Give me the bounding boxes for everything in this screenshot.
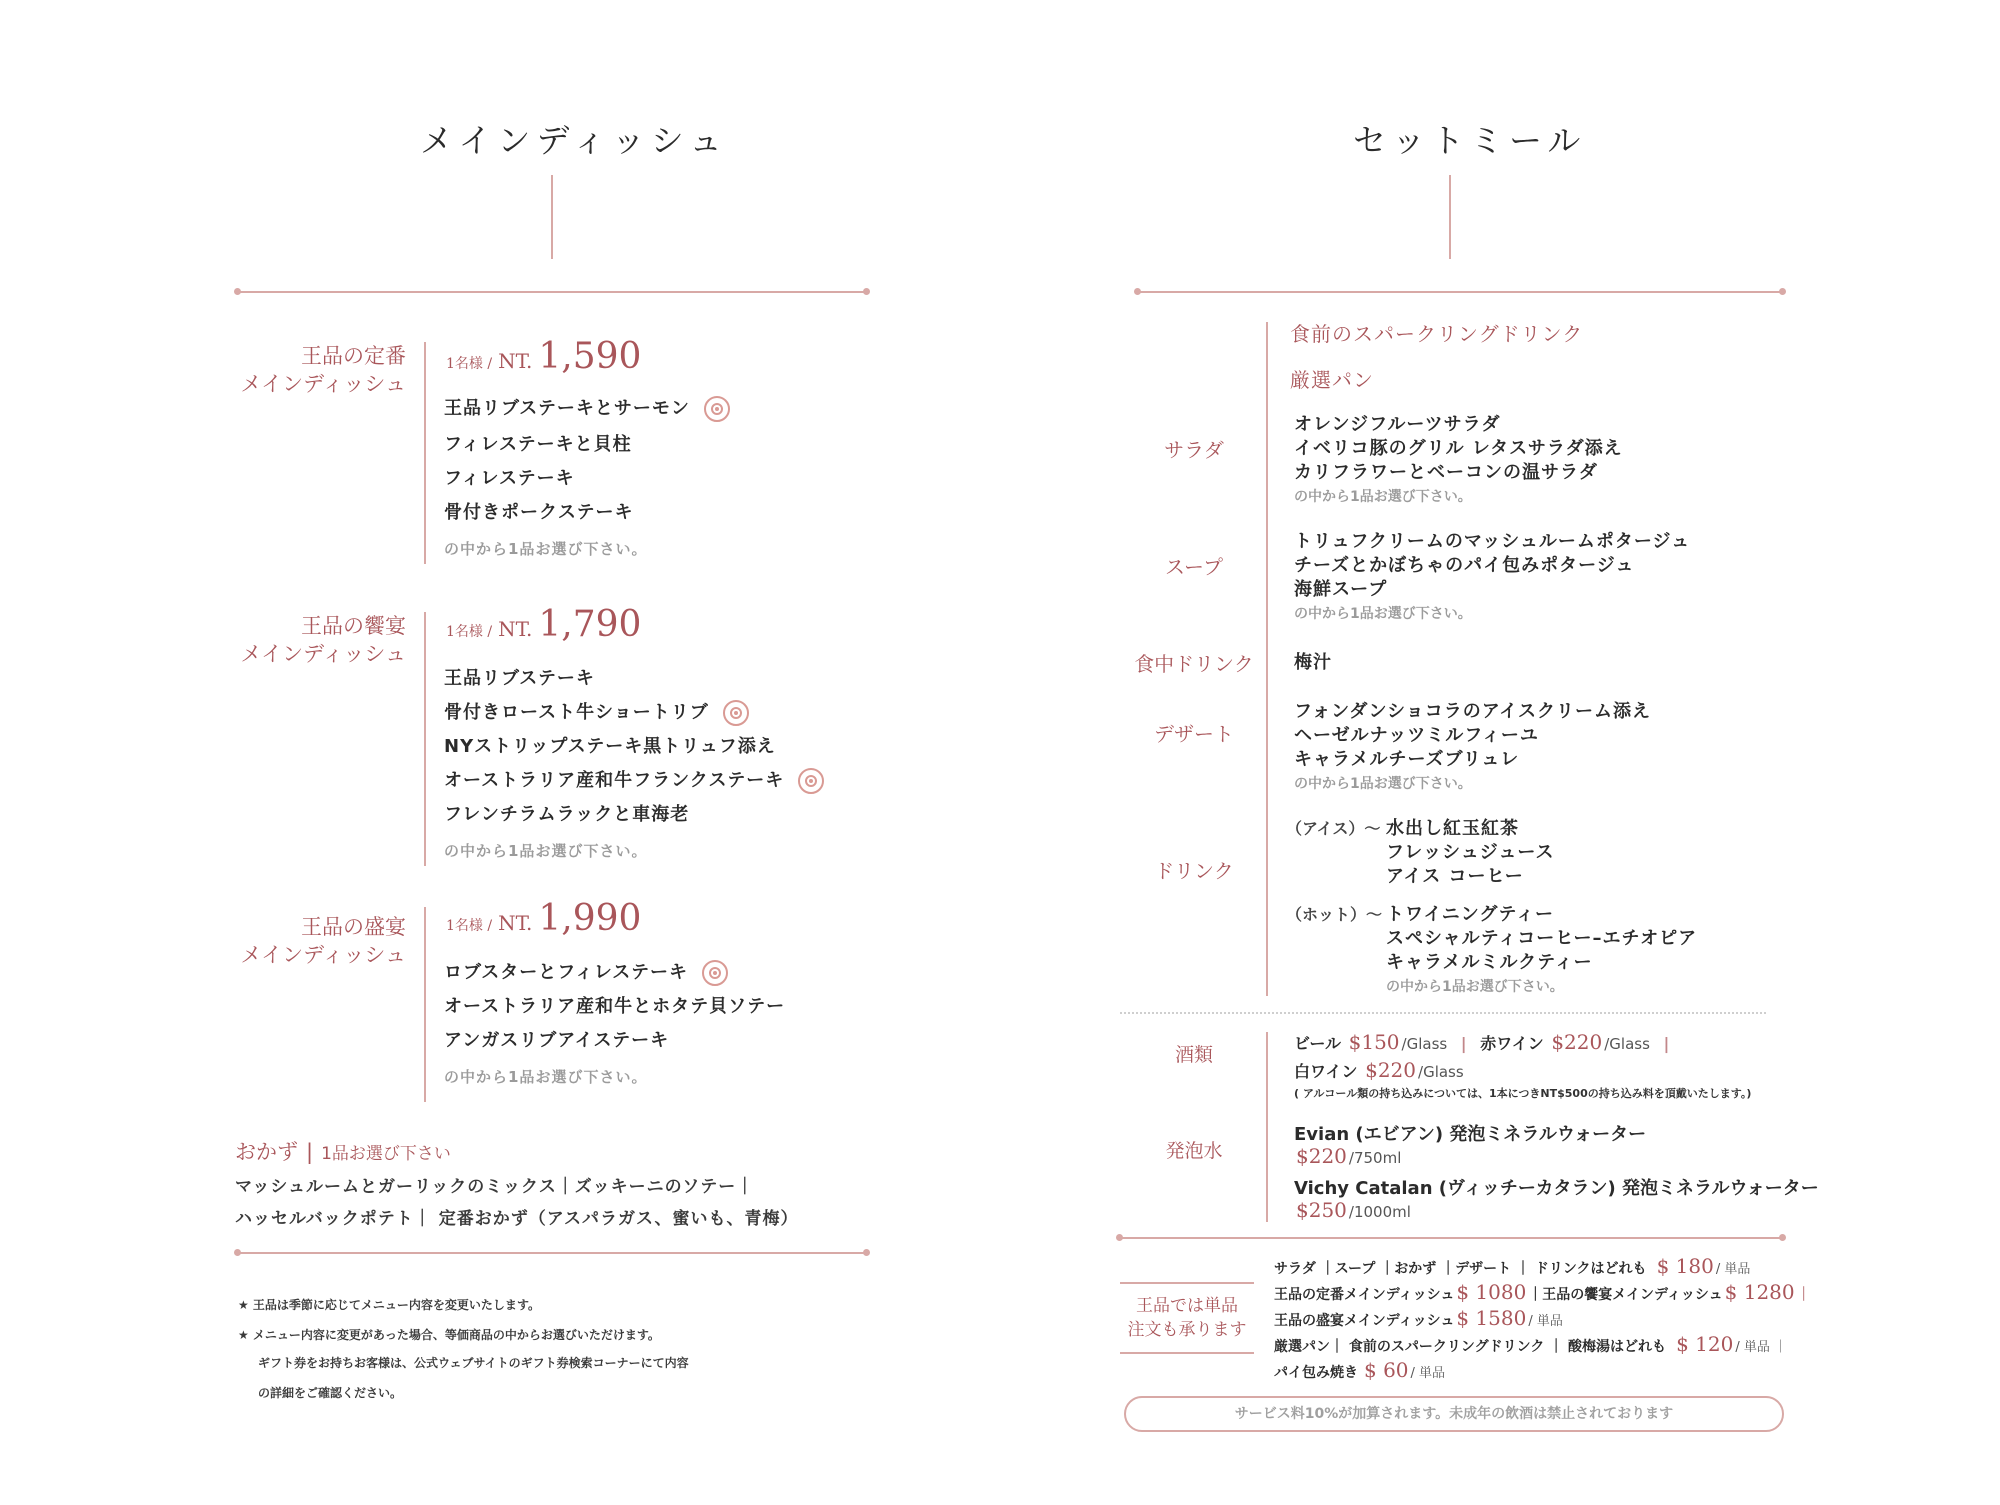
notice-1: ★ 王品は季節に応じてメニュー内容を変更いたします。 bbox=[238, 1298, 540, 1312]
drink-note: の中から1品お選び下さい。 bbox=[1386, 979, 1564, 995]
course-1-dish-3: フィレステーキ bbox=[444, 468, 575, 489]
ice-drink-1: 水出し紅玉紅茶 bbox=[1386, 818, 1519, 839]
course-3-dish-1: ロブスターとフィレステーキ bbox=[444, 958, 728, 986]
service-charge-note: サービス料10%が加算されます。未成年の飲酒は禁止されております bbox=[1124, 1396, 1784, 1432]
mid-drink-label: 食中ドリンク bbox=[1134, 652, 1254, 676]
ice-drink-3: アイス コーヒー bbox=[1386, 866, 1524, 887]
course-2-dish-3: NYストリップステーキ黒トリュフ添え bbox=[444, 736, 776, 757]
alcohol-line-2: 白ワイン $220 /Glass bbox=[1294, 1058, 1464, 1082]
dessert-item-1: フォンダンショコラのアイスクリーム添え bbox=[1294, 701, 1651, 722]
ice-drink-label: （アイス）～ bbox=[1286, 819, 1381, 838]
course-2-dish-4: オーストラリア産和牛フランクステーキ bbox=[444, 766, 824, 794]
corkage-note: ( アルコール類の持ち込みについては、1本につきNT$500の持ち込み料を頂戴いたします。) bbox=[1294, 1087, 1752, 1100]
course-2-note: の中から1品お選び下さい。 bbox=[444, 842, 648, 860]
hot-drink-2: スペシャルティコーヒー–エチオピア bbox=[1386, 928, 1698, 949]
rose-icon bbox=[704, 396, 730, 422]
course-1-price: 1名様 / NT. 1,590 bbox=[446, 336, 642, 377]
rose-icon bbox=[702, 960, 728, 986]
set-meal-title: セットミール bbox=[1353, 121, 1587, 160]
salad-note: の中から1品お選び下さい。 bbox=[1294, 489, 1472, 505]
hot-drink-label: （ホット）～ bbox=[1286, 905, 1383, 924]
salad-item-3: カリフラワーとベーコンの温サラダ bbox=[1294, 462, 1598, 483]
soup-note: の中から1品お選び下さい。 bbox=[1294, 606, 1472, 622]
dessert-item-3: キャラメルチーズブリュレ bbox=[1294, 749, 1520, 770]
section-rule-bottom-right bbox=[1120, 1237, 1782, 1239]
course-1-dish-1: 王品リブステーキとサーモン bbox=[444, 394, 730, 422]
aperitif: 食前のスパークリングドリンク bbox=[1290, 322, 1584, 346]
course-2-name: 王品の饗宴 メインディッシュ bbox=[240, 614, 406, 666]
rose-icon bbox=[798, 768, 824, 794]
course-3-price: 1名様 / NT. 1,990 bbox=[446, 898, 642, 939]
sides-line-2: ハッセルバックポテト｜ 定番おかず（アスパラガス、蜜いも、青梅） bbox=[235, 1209, 799, 1229]
dessert-note: の中から1品お選び下さい。 bbox=[1294, 776, 1472, 792]
dessert-item-2: ヘーゼルナッツミルフィーユ bbox=[1294, 725, 1539, 746]
alcohol-line-1: ビール $150 /Glass | 赤ワイン $220 /Glass | bbox=[1294, 1030, 1670, 1054]
salad-label: サラダ bbox=[1164, 438, 1224, 462]
mid-drink-item: 梅汁 bbox=[1294, 652, 1332, 673]
alcohol-label: 酒類 bbox=[1174, 1044, 1213, 1066]
evian-price: $220 /750ml bbox=[1296, 1144, 1402, 1168]
set-meal-divider-lower bbox=[1266, 1032, 1268, 1222]
alacarte-line-5: パイ包み焼き $ 60 / 単品 bbox=[1274, 1358, 1446, 1382]
course-3-dish-3: アンガスリブアイステーキ bbox=[444, 1030, 670, 1051]
sides-title: おかず | 1品お選び下さい bbox=[235, 1140, 451, 1164]
evian-name: Evian (エビアン) 発泡ミネラルウォーター bbox=[1294, 1124, 1647, 1145]
alacarte-line-4: 厳選パン｜ 食前のスパークリングドリンク ｜ 酸梅湯はどれも $ 120 / 単品 ｜ bbox=[1274, 1332, 1787, 1356]
soup-item-3: 海鮮スープ bbox=[1294, 579, 1388, 600]
course-3-note: の中から1品お選び下さい。 bbox=[444, 1068, 648, 1086]
alacarte-line-1: サラダ ｜スープ ｜おかず ｜デザート ｜ ドリンクはどれも $ 180 / 単品 bbox=[1274, 1254, 1751, 1278]
salad-item-2: イベリコ豚のグリル レタスサラダ添え bbox=[1294, 438, 1623, 459]
section-rule-bottom-left bbox=[238, 1252, 866, 1254]
rose-icon bbox=[723, 700, 749, 726]
hot-drink-1: トワイニングティー bbox=[1386, 904, 1554, 925]
vichy-price: $250 /1000ml bbox=[1296, 1198, 1411, 1222]
water-label: 発泡水 bbox=[1165, 1140, 1223, 1162]
vichy-name: Vichy Catalan (ヴィッチーカタラン) 発泡ミネラルウォーター bbox=[1294, 1178, 1819, 1199]
course-1-divider bbox=[424, 342, 426, 564]
soup-label: スープ bbox=[1165, 555, 1223, 579]
drink-label: ドリンク bbox=[1154, 859, 1234, 883]
course-3-divider bbox=[424, 907, 426, 1102]
course-2-divider bbox=[424, 612, 426, 866]
dessert-label: デザート bbox=[1154, 722, 1234, 746]
course-1-note: の中から1品お選び下さい。 bbox=[444, 540, 648, 558]
title-divider-right bbox=[1449, 175, 1451, 259]
soup-item-1: トリュフクリームのマッシュルームポタージュ bbox=[1294, 531, 1691, 552]
alacarte-label: 王品では単品 注文も承ります bbox=[1127, 1296, 1247, 1340]
course-3-dish-2: オーストラリア産和牛とホタテ貝ソテー bbox=[444, 996, 786, 1017]
title-divider-left bbox=[551, 175, 553, 259]
course-1-name: 王品の定番 メインディッシュ bbox=[240, 344, 406, 396]
soup-item-2: チーズとかぼちゃのパイ包みポタージュ bbox=[1294, 555, 1635, 576]
alacarte-line-3: 王品の盛宴メインディッシュ $ 1580 / 単品 bbox=[1274, 1306, 1563, 1330]
main-dish-title: メインディッシュ bbox=[420, 121, 729, 160]
section-rule-top-right bbox=[1138, 291, 1782, 293]
hot-drink-3: キャラメルミルクティー bbox=[1386, 952, 1593, 973]
course-3-name: 王品の盛宴 メインディッシュ bbox=[240, 915, 406, 967]
sides-line-1: マッシュルームとガーリックのミックス｜ズッキーニのソテー｜ bbox=[235, 1177, 755, 1197]
notice-4: の詳細をご確認ください。 bbox=[258, 1386, 403, 1400]
alacarte-rule-bottom bbox=[1120, 1352, 1254, 1354]
course-2-price: 1名様 / NT. 1,790 bbox=[446, 604, 642, 645]
ice-drink-2: フレッシュジュース bbox=[1386, 842, 1555, 863]
alacarte-line-2: 王品の定番メインディッシュ $ 1080 ｜王品の饗宴メインディッシュ $ 1280 ｜ bbox=[1274, 1280, 1811, 1304]
course-2-dish-5: フレンチラムラックと車海老 bbox=[444, 804, 690, 825]
course-2-dish-1: 王品リブステーキ bbox=[444, 668, 595, 689]
dotted-divider bbox=[1120, 1012, 1766, 1014]
section-rule-top-left bbox=[238, 291, 866, 293]
course-1-dish-4: 骨付きポークステーキ bbox=[444, 502, 634, 523]
notice-3: ギフト券をお持ちお客様は、公式ウェブサイトのギフト券検索コーナーにて内容 bbox=[258, 1356, 689, 1370]
course-2-dish-2: 骨付きロースト牛ショートリブ bbox=[444, 698, 749, 726]
bread: 厳選パン bbox=[1290, 368, 1374, 392]
alacarte-rule-top bbox=[1120, 1282, 1254, 1284]
course-1-dish-2: フィレステーキと貝柱 bbox=[444, 434, 632, 455]
notice-2: ★ メニュー内容に変更があった場合、等価商品の中からお選びいただけます。 bbox=[238, 1328, 660, 1342]
salad-item-1: オレンジフルーツサラダ bbox=[1294, 414, 1501, 435]
